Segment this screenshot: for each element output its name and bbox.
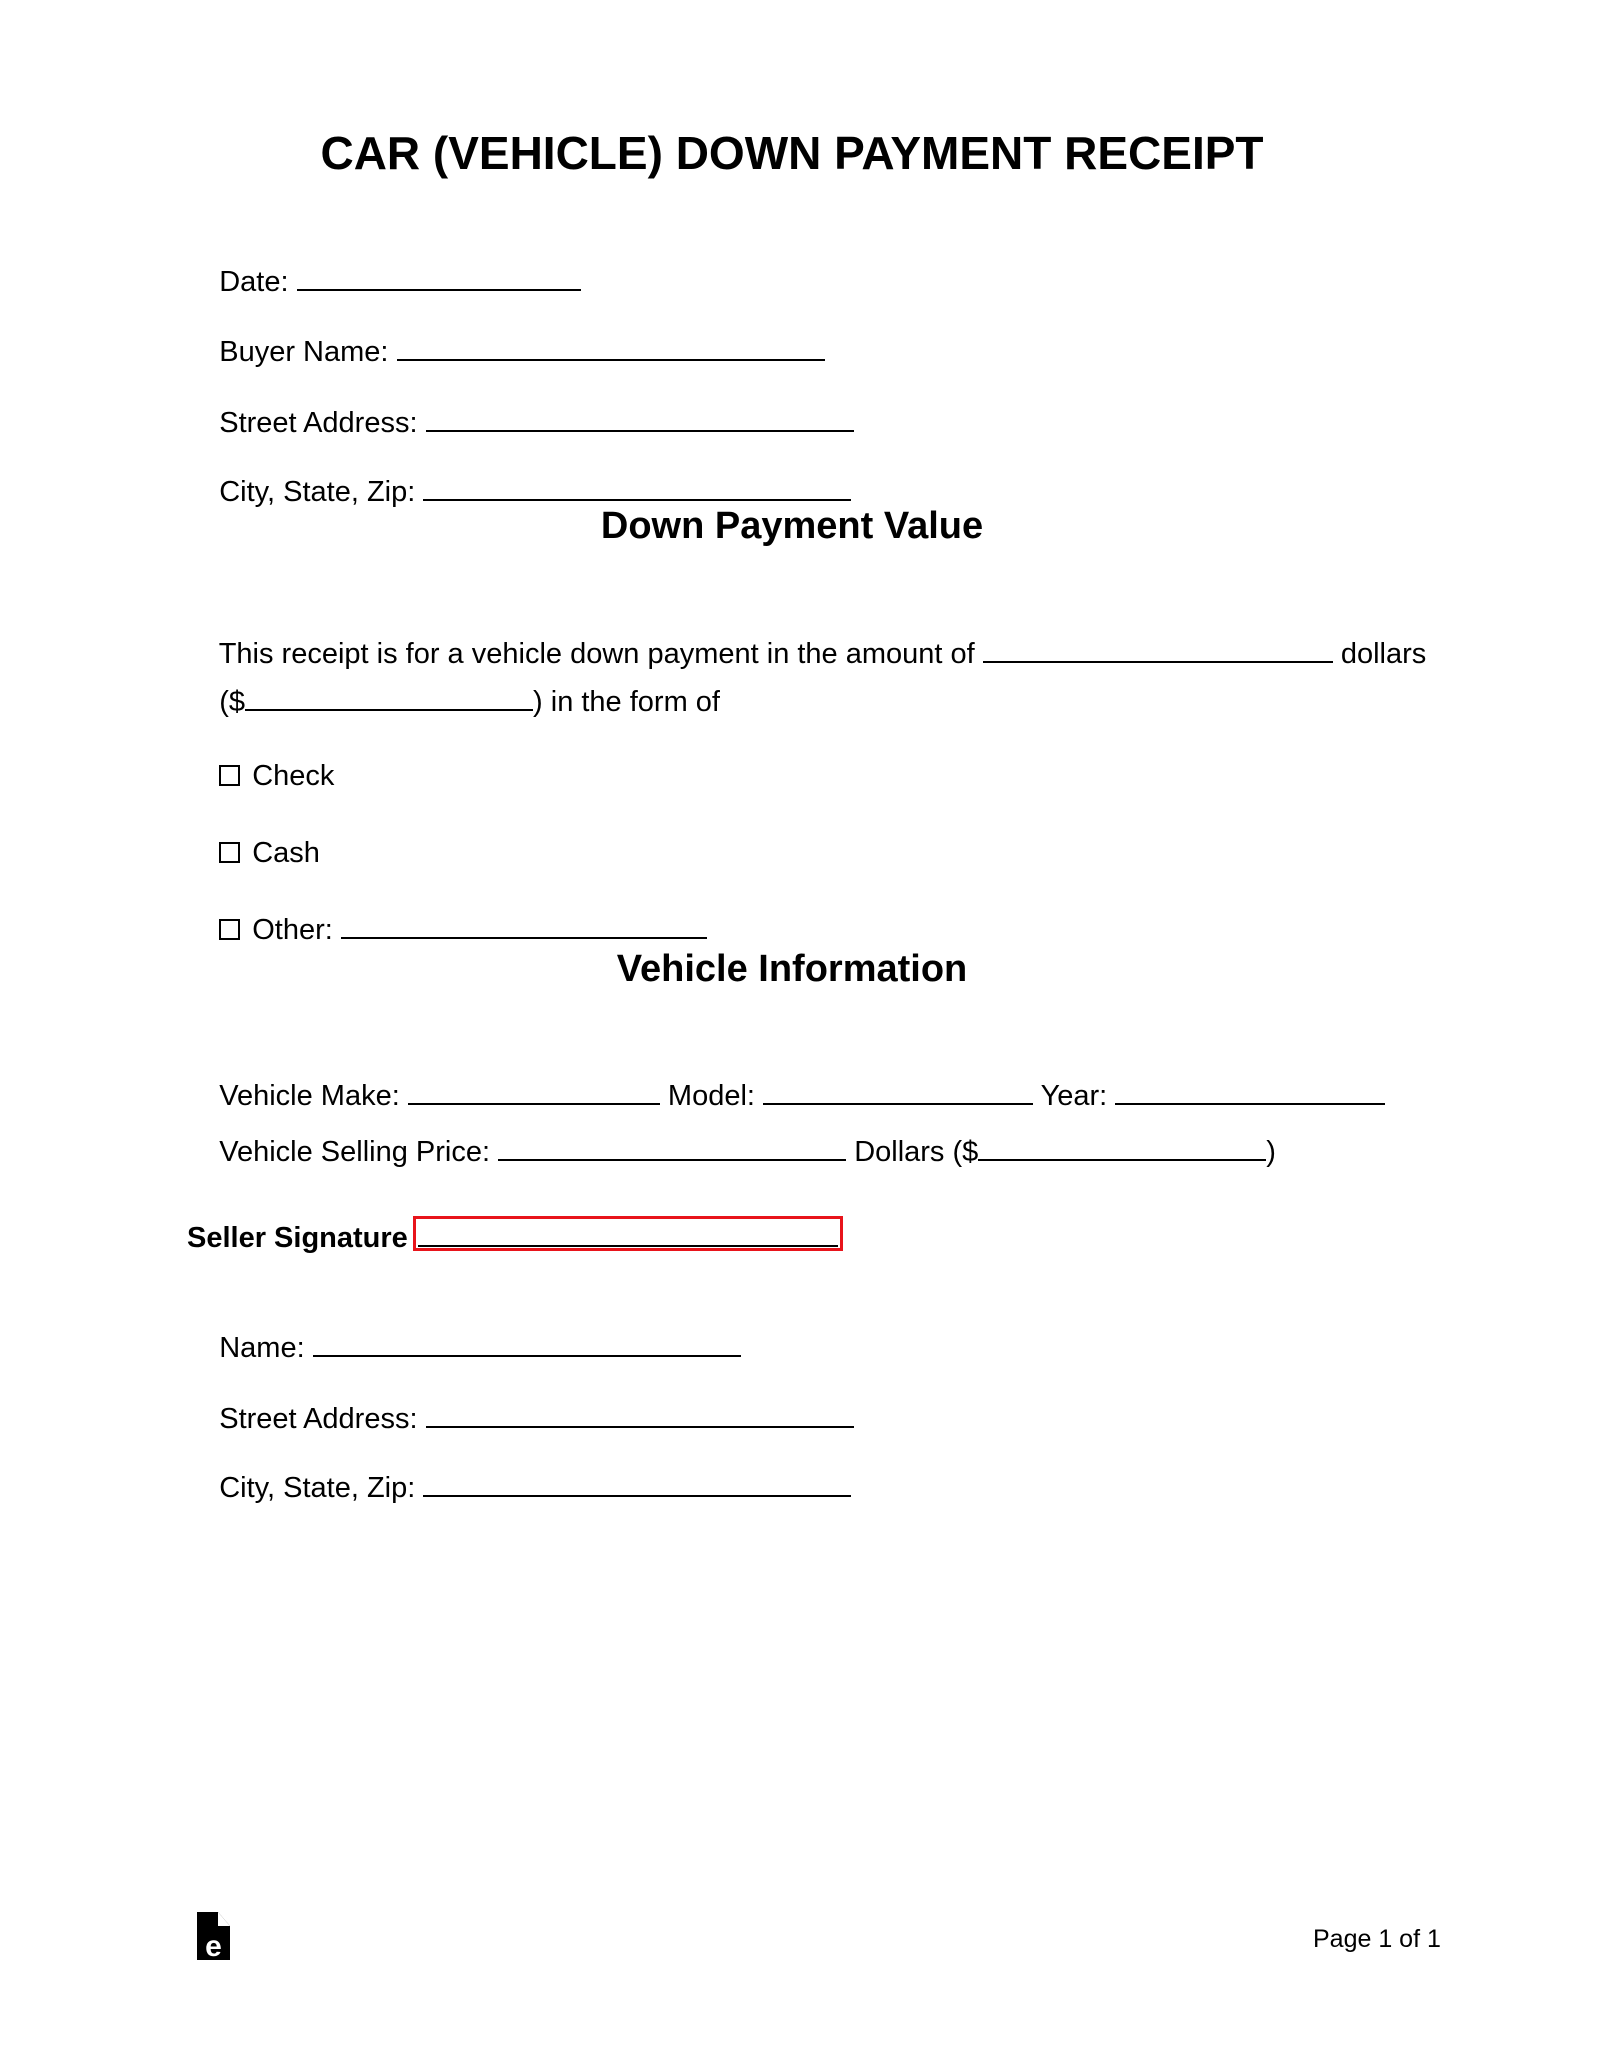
buyer-city-label: City, State, Zip: [219,476,416,508]
make-label: Vehicle Make: [219,1080,400,1112]
price-words-field[interactable] [498,1135,846,1161]
checkbox-icon[interactable] [219,919,240,940]
price-numeric-field[interactable] [978,1135,1266,1161]
model-label: Model: [667,1080,755,1112]
buyer-street-field[interactable] [426,406,854,432]
other-field[interactable] [341,913,707,939]
checkbox-icon[interactable] [219,842,240,863]
seller-city-field[interactable] [423,1471,851,1497]
amount-numeric-field[interactable] [245,685,533,711]
amount-words-field[interactable] [983,637,1333,663]
buyer-name-label: Buyer Name: [219,336,389,368]
document-title: CAR (VEHICLE) DOWN PAYMENT RECEIPT [320,127,1264,179]
signature-underline [418,1245,838,1247]
option-check-label: Check [252,760,335,792]
paren-open-text: ($ [219,686,246,718]
year-label: Year: [1040,1080,1108,1112]
seller-street-field[interactable] [426,1402,854,1428]
svg-text:e: e [205,1930,222,1960]
down-payment-heading: Down Payment Value [600,505,984,547]
dollars-text: dollars [1340,638,1427,670]
seller-signature-label: Seller Signature [187,1222,408,1254]
amount-sentence-text: This receipt is for a vehicle down payment in the amount of [218,638,975,670]
seller-street-label: Street Address: [219,1403,418,1435]
vehicle-info-heading: Vehicle Information [616,948,968,990]
buyer-street-label: Street Address: [219,407,418,439]
form-of-text: ) in the form of [533,686,720,718]
seller-city-label: City, State, Zip: [219,1472,416,1504]
seller-name-label: Name: [219,1332,305,1364]
date-field[interactable] [297,265,581,291]
price-label: Vehicle Selling Price: [219,1136,491,1168]
date-label: Date: [219,266,289,298]
buyer-city-field[interactable] [423,475,851,501]
eforms-logo-icon [197,1912,230,1960]
option-other-label: Other: [252,914,333,946]
vehicle-price-row [187,1092,1276,1212]
checkbox-icon[interactable] [219,765,240,786]
option-cash-label: Cash [252,837,320,869]
close-paren: ) [1266,1136,1276,1168]
price-dollars-label: Dollars ($ [854,1136,979,1168]
page-number: Page 1 of 1 [1313,1925,1441,1953]
seller-city-row [187,1428,851,1548]
seller-signature-field[interactable] [413,1216,843,1251]
buyer-name-field[interactable] [397,335,825,361]
seller-name-field[interactable] [313,1331,741,1357]
